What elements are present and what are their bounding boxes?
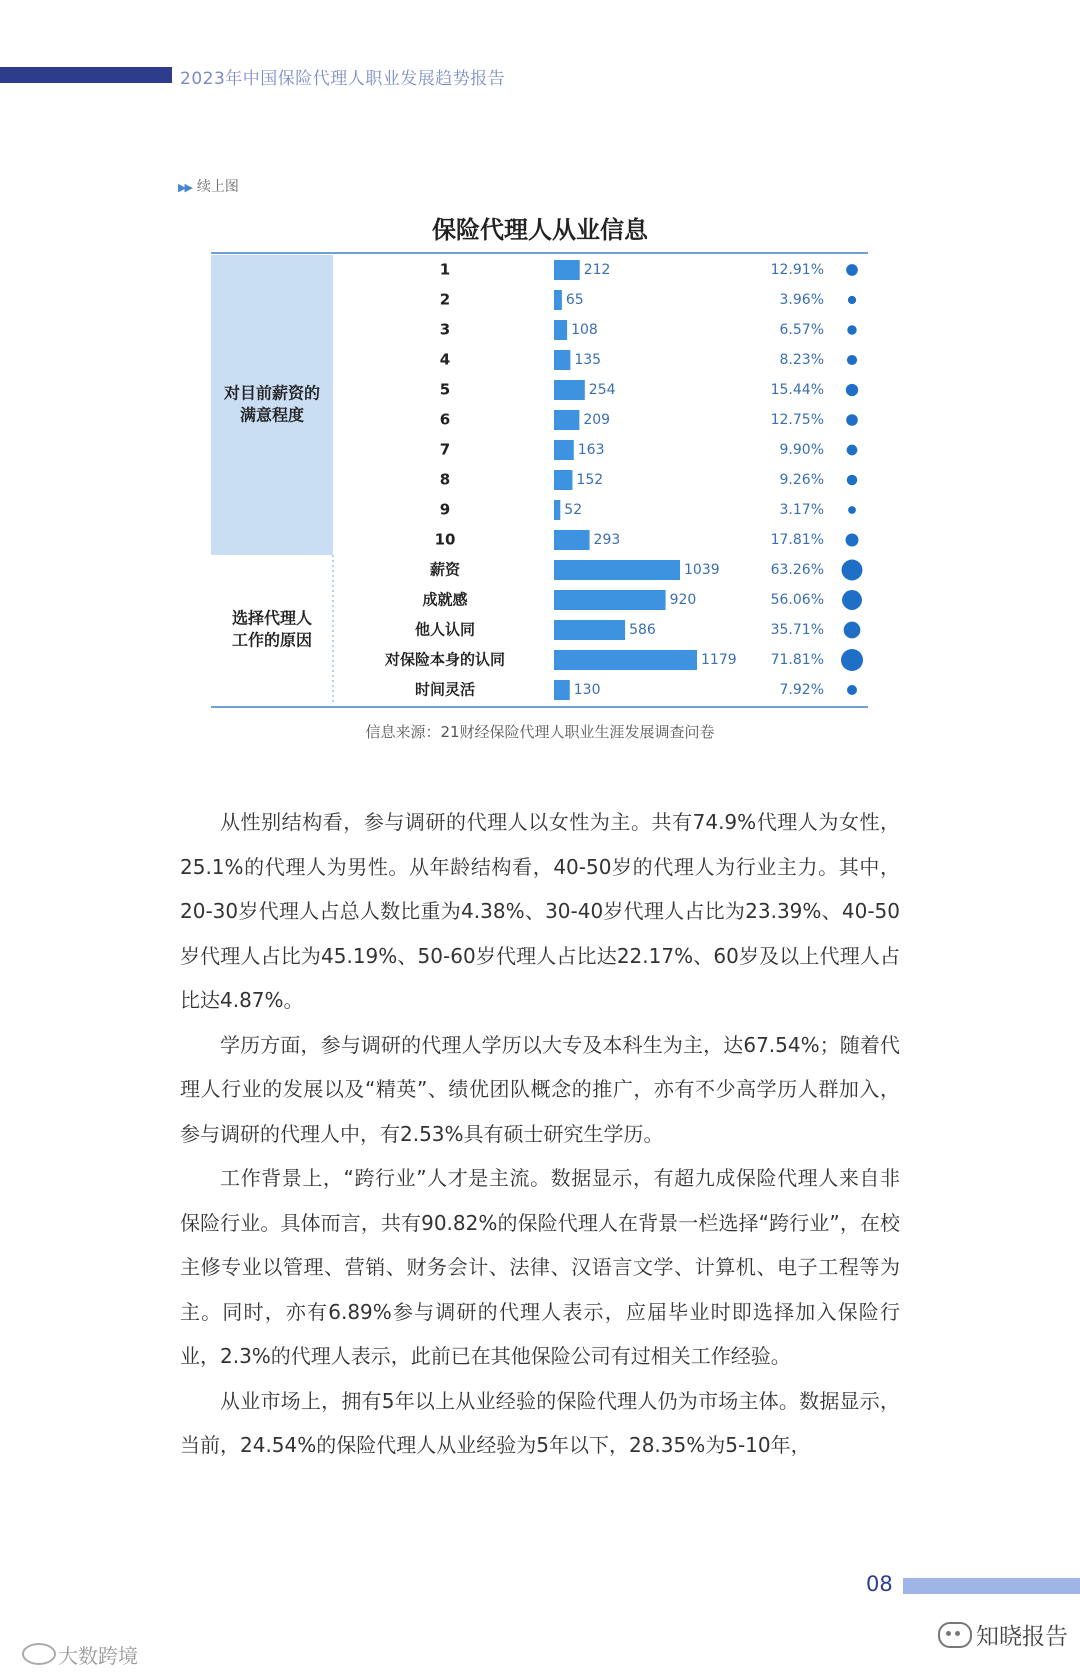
row-label: 7 bbox=[439, 440, 451, 459]
group-label-line1: 对目前薪资的 bbox=[223, 383, 321, 403]
row-label: 成就感 bbox=[422, 590, 468, 609]
percent-dot bbox=[847, 685, 857, 695]
bar bbox=[554, 590, 666, 610]
bar-value-label: 254 bbox=[588, 382, 616, 398]
bar bbox=[554, 470, 572, 490]
watermark-right-text: 知晓报告 bbox=[976, 1624, 1068, 1650]
percent-dot bbox=[846, 264, 858, 276]
percent-label: 9.26% bbox=[779, 472, 824, 488]
bar bbox=[554, 260, 580, 280]
bar-value-label: 135 bbox=[574, 352, 602, 368]
percent-dot bbox=[844, 622, 861, 639]
watermark-left-text: 大数跨境 bbox=[58, 1644, 138, 1668]
group-label-line2: 工作的原因 bbox=[231, 630, 313, 650]
row-label: 5 bbox=[439, 380, 451, 399]
body-text bbox=[180, 800, 900, 1468]
percent-dot bbox=[847, 445, 858, 456]
row-label: 对保险本身的认同 bbox=[384, 650, 506, 669]
row-label: 薪资 bbox=[429, 560, 461, 579]
bar-value-label: 920 bbox=[669, 592, 697, 608]
double-arrow-icon: ▶▶ bbox=[178, 181, 191, 194]
bar bbox=[554, 530, 590, 550]
paragraph-education: 学历方面，参与调研的代理人学历以大专及本科生为主，达67.54%；随着代理人行业的发展以及“精英”、绩优团队概念的推广，亦有不少高学历人群加入，参与调研的代理人中，有2.53%具有硕士研究生学历。 bbox=[180, 1032, 900, 1146]
report-title: 2023年中国保险代理人职业发展趋势报告 bbox=[180, 69, 506, 89]
bar bbox=[554, 290, 562, 310]
bar-value-label: 1039 bbox=[684, 562, 720, 578]
percent-label: 6.57% bbox=[779, 322, 824, 338]
paragraph-experience: 从业市场上，拥有5年以上从业经验的保险代理人仍为市场主体。数据显示，当前，24.54%的保险代理人从业经验为5年以下，28.35%为5-10年， bbox=[180, 1388, 900, 1457]
bar-value-label: 65 bbox=[565, 292, 584, 308]
bar-value-label: 212 bbox=[583, 262, 611, 278]
paragraph-work-background: 工作背景上，“跨行业”人才是主流。数据显示，有超九成保险代理人来自非保险行业。具体而言，共有90.82%的保险代理人在背景一栏选择“跨行业”，在校主修专业以管理、营销、财务会计、法律、汉语言文学、计算机、电子工程等为主。同时，亦有6.89%参与调研的代理人表示，应届毕业时即选择加入保险行业，2.3%的代理人表示，此前已在其他保险公司有过相关工作经验。 bbox=[180, 1166, 900, 1368]
percent-label: 35.71% bbox=[770, 622, 824, 638]
percent-label: 3.17% bbox=[779, 502, 824, 518]
percent-dot bbox=[848, 506, 856, 514]
percent-dot bbox=[848, 296, 856, 304]
bar bbox=[554, 350, 570, 370]
bar-value-label: 52 bbox=[564, 502, 583, 518]
continued-text: 续上图 bbox=[196, 179, 239, 195]
bar bbox=[554, 380, 585, 400]
percent-label: 12.91% bbox=[770, 262, 824, 278]
percent-label: 7.92% bbox=[779, 682, 824, 698]
group-label-line2: 满意程度 bbox=[239, 405, 305, 425]
percent-dot bbox=[842, 560, 863, 581]
bar-value-label: 130 bbox=[573, 682, 601, 698]
row-label: 他人认同 bbox=[414, 620, 476, 639]
wechat-icon bbox=[938, 1622, 972, 1648]
bar-value-label: 152 bbox=[576, 472, 604, 488]
percent-label: 15.44% bbox=[770, 382, 824, 398]
bar bbox=[554, 620, 625, 640]
percent-label: 9.90% bbox=[779, 442, 824, 458]
bar-value-label: 108 bbox=[571, 322, 598, 338]
group-label-line1: 选择代理人 bbox=[231, 608, 313, 628]
chart-title: 保险代理人从业信息 bbox=[432, 216, 648, 244]
row-label: 2 bbox=[439, 290, 451, 309]
source-note: 信息来源：21财经保险代理人职业生涯发展调查问卷 bbox=[365, 723, 715, 741]
paragraph-gender-age: 从性别结构看，参与调研的代理人以女性为主。共有74.9%代理人为女性，25.1%的代理人为男性。从年龄结构看，40-50岁的代理人为行业主力。其中，20-30岁代理人占总人数比重为4.38%、30-40岁代理人占比为23.39%、40-50岁代理人占比为45.19%、50-60岁代理人占比达22.17%、60岁及以上代理人占比达4.87%。 bbox=[180, 810, 900, 1012]
page-number: 08 bbox=[866, 1572, 893, 1596]
row-label: 4 bbox=[439, 350, 451, 369]
percent-label: 8.23% bbox=[779, 352, 824, 368]
logo-icon bbox=[22, 1643, 56, 1665]
row-label: 10 bbox=[434, 530, 456, 549]
watermark-right bbox=[938, 1618, 1068, 1651]
percent-dot bbox=[842, 590, 862, 610]
percent-dot bbox=[846, 534, 859, 547]
percent-label: 12.75% bbox=[770, 412, 824, 428]
bar-value-label: 293 bbox=[593, 532, 621, 548]
bar-value-label: 1179 bbox=[701, 652, 737, 668]
percent-dot bbox=[846, 384, 858, 396]
watermark-left bbox=[22, 1640, 138, 1669]
row-label: 8 bbox=[439, 470, 451, 489]
row-label: 1 bbox=[439, 260, 451, 279]
percent-dot bbox=[847, 325, 856, 334]
row-label: 时间灵活 bbox=[414, 680, 476, 699]
bar bbox=[554, 680, 570, 700]
bar bbox=[554, 320, 567, 340]
bar bbox=[554, 500, 560, 520]
row-label: 3 bbox=[439, 320, 451, 339]
percent-dot bbox=[841, 649, 863, 671]
bar-chart bbox=[0, 0, 1080, 720]
footer-bar bbox=[903, 1578, 1080, 1594]
bar-value-label: 586 bbox=[629, 622, 656, 638]
percent-label: 56.06% bbox=[770, 592, 824, 608]
percent-label: 63.26% bbox=[770, 562, 824, 578]
bar-value-label: 163 bbox=[577, 442, 605, 458]
percent-dot bbox=[847, 475, 857, 485]
percent-dot bbox=[847, 355, 857, 365]
row-label: 9 bbox=[439, 500, 451, 519]
percent-label: 3.96% bbox=[779, 292, 824, 308]
bar bbox=[554, 560, 680, 580]
percent-label: 17.81% bbox=[770, 532, 824, 548]
bar bbox=[554, 410, 579, 430]
percent-dot bbox=[846, 414, 858, 426]
bar-value-label: 209 bbox=[583, 412, 611, 428]
row-label: 6 bbox=[439, 410, 451, 429]
bar bbox=[554, 440, 574, 460]
bar bbox=[554, 650, 697, 670]
percent-label: 71.81% bbox=[770, 652, 824, 668]
